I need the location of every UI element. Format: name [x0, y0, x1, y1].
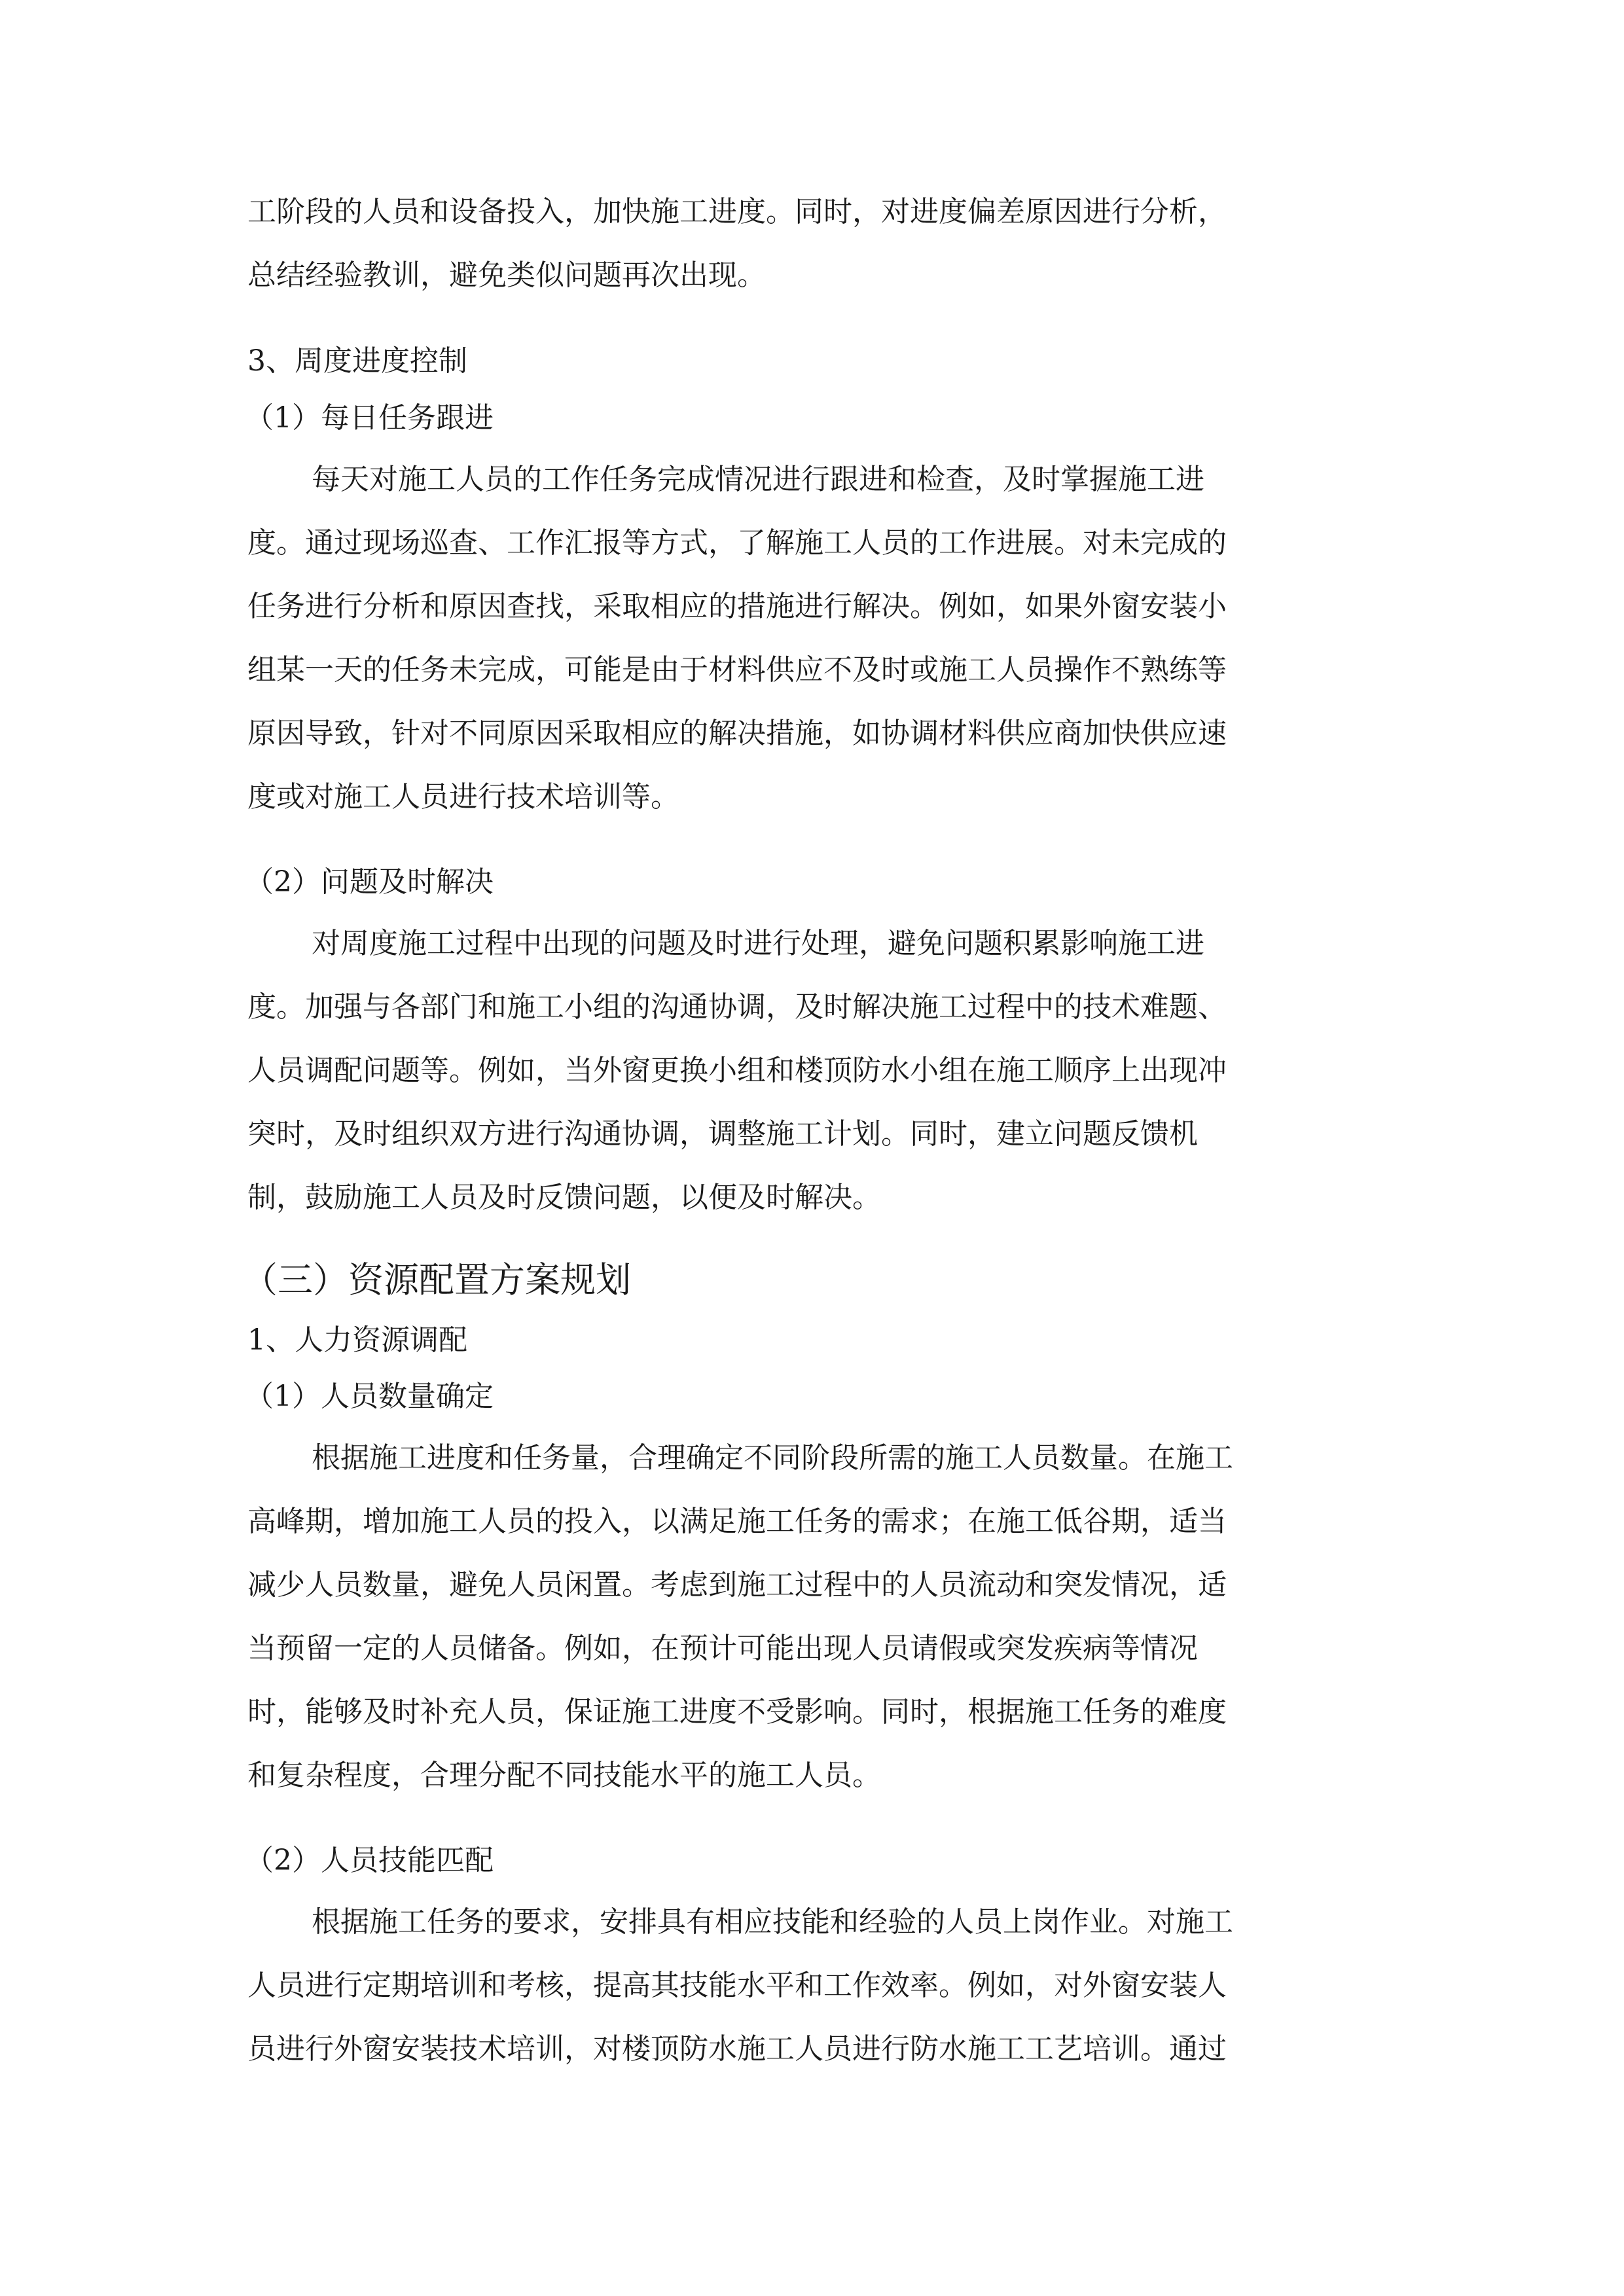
paragraph-line: 每天对施工人员的工作任务完成情况进行跟进和检查，及时掌握施工进	[312, 463, 1204, 496]
paragraph-line: 时，能够及时补充人员，保证施工进度不受影响。同时，根据施工任务的难度	[247, 1695, 1227, 1729]
paragraph-line: 人员进行定期培训和考核，提高其技能水平和工作效率。例如，对外窗安装人	[247, 1969, 1227, 2002]
subsection-title: （1）每日任务跟进	[245, 401, 494, 435]
paragraph-line: 和复杂程度，合理分配不同技能水平的施工人员。	[247, 1759, 881, 1792]
paragraph-line: 根据施工任务的要求，安排具有相应技能和经验的人员上岗作业。对施工	[312, 1905, 1233, 1939]
subsection-title: （1）人员数量确定	[245, 1380, 494, 1413]
paragraph-line: 突时，及时组织双方进行沟通协调，调整施工计划。同时，建立问题反馈机	[247, 1117, 1198, 1151]
paragraph-line: 度或对施工人员进行技术培训等。	[247, 780, 679, 814]
section-title: 3、周度进度控制	[247, 344, 467, 378]
paragraph-line: 任务进行分析和原因查找，采取相应的措施进行解决。例如，如果外窗安装小	[247, 590, 1227, 623]
chapter-heading: （三）资源配置方案规划	[242, 1259, 631, 1300]
paragraph-line: 原因导致，针对不同原因采取相应的解决措施，如协调材料供应商加快供应速	[247, 717, 1227, 750]
paragraph-line: 组某一天的任务未完成，可能是由于材料供应不及时或施工人员操作不熟练等	[247, 653, 1227, 687]
paragraph-line: 根据施工进度和任务量，合理确定不同阶段所需的施工人员数量。在施工	[312, 1441, 1233, 1475]
paragraph-line: 度。加强与各部门和施工小组的沟通协调，及时解决施工过程中的技术难题、	[247, 990, 1227, 1024]
paragraph-line: 高峰期，增加施工人员的投入，以满足施工任务的需求；在施工低谷期，适当	[247, 1505, 1227, 1538]
paragraph-line: 总结经验教训，避免类似问题再次出现。	[247, 259, 766, 292]
paragraph-line: 当预留一定的人员储备。例如，在预计可能出现人员请假或突发疾病等情况	[247, 1632, 1198, 1665]
paragraph-line: 度。通过现场巡查、工作汇报等方式，了解施工人员的工作进展。对未完成的	[247, 526, 1227, 560]
subsection-title: （2）人员技能匹配	[245, 1844, 494, 1877]
paragraph-line: 工阶段的人员和设备投入，加快施工进度。同时，对进度偏差原因进行分析，	[247, 195, 1227, 228]
section-title: 1、人力资源调配	[247, 1323, 467, 1357]
paragraph-line: 员进行外窗安装技术培训，对楼顶防水施工人员进行防水施工工艺培训。通过	[247, 2032, 1227, 2066]
paragraph-line: 对周度施工过程中出现的问题及时进行处理，避免问题积累影响施工进	[312, 927, 1204, 960]
subsection-title: （2）问题及时解决	[245, 865, 494, 899]
paragraph-line: 减少人员数量，避免人员闲置。考虑到施工过程中的人员流动和突发情况，适	[247, 1568, 1227, 1602]
paragraph-line: 人员调配问题等。例如，当外窗更换小组和楼顶防水小组在施工顺序上出现冲	[247, 1054, 1227, 1087]
paragraph-line: 制，鼓励施工人员及时反馈问题，以便及时解决。	[247, 1181, 881, 1214]
